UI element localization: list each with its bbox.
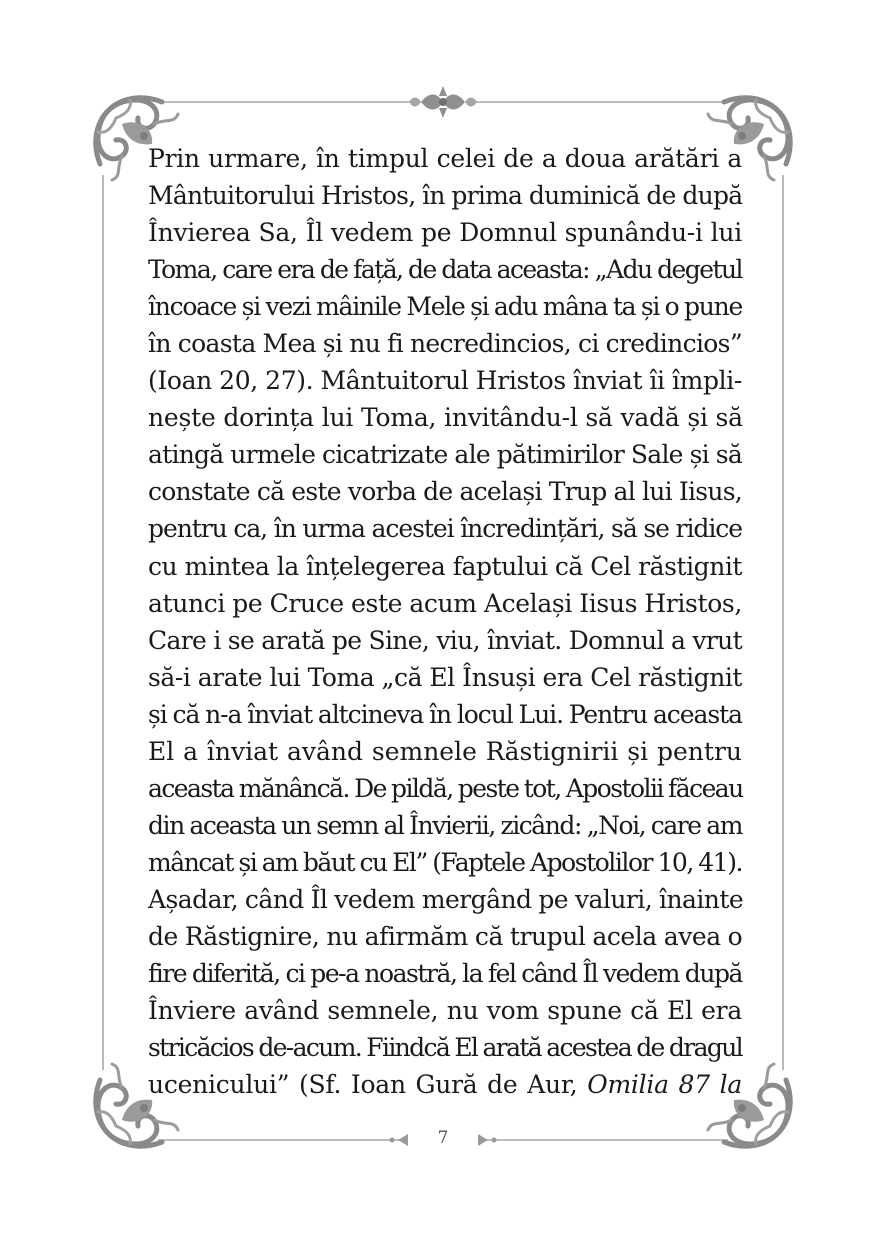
text-line: atunci pe Cruce este acum Același Iisus Hristos, <box>148 588 742 618</box>
page-number: 7 <box>437 1128 449 1148</box>
text-line: stricăcios de-acum. Fiindcă El arată acestea de dragul <box>148 1033 742 1063</box>
text-line: Așadar, când Îl vedem mergând pe valuri, înainte <box>148 884 744 914</box>
text-line: în coasta Mea și nu fi necredincios, ci credincios” <box>148 329 742 359</box>
text-line: constate că este vorba de același Trup al lui Iisus, <box>148 477 742 507</box>
text-line: pentru ca, în urma acestei încredințări, să se ridice <box>148 514 742 544</box>
text-line: Înviere având semnele, nu vom spune că El era <box>148 996 742 1026</box>
text-line: (Ioan 20, 27). Mântuitorul Hristos înviat îi împli- <box>148 366 742 396</box>
text-line: Învierea Sa, Îl vedem pe Domnul spunându-i lui <box>148 218 742 248</box>
text-line: Care i se arată pe Sine, viu, înviat. Domnul a vrut <box>148 625 742 655</box>
text-line: atingă urmele cicatrizate ale pătimirilor Sale și să <box>148 440 742 470</box>
text-line: fire diferită, ci pe-a noastră, la fel când Îl vedem după <box>148 959 742 989</box>
body-text <box>148 140 742 1103</box>
text-line: aceasta mănâncă. De pildă, peste tot, Apostolii făceau <box>148 773 743 803</box>
text-line: de Răstignire, nu afirmăm că trupul acela avea o <box>148 921 743 951</box>
text-line: încoace și vezi mâinile Mele și adu mâna ta și o pune <box>148 292 742 322</box>
text-line: El a înviat având semnele Răstignirii și pentru <box>148 736 742 766</box>
text-run-regular: ucenicului” (Sf. Ioan Gură de Aur, <box>148 1070 588 1100</box>
text-line: nește dorința lui Toma, invitându-l să vadă și să <box>148 403 743 433</box>
text-line: din aceasta un semn al Învierii, zicând: „Noi, care am <box>148 810 742 840</box>
text-line: Mântuitorului Hristos, în prima duminică de după <box>148 181 743 211</box>
text-line: cu mintea la înțelegerea faptului că Cel răstignit <box>148 551 742 581</box>
text-line: și că n-a înviat altcineva în locul Lui. Pentru aceasta <box>148 699 742 729</box>
text-line: Toma, care era de față, de data aceasta: „Adu degetul <box>148 255 742 285</box>
text-line: Prin urmare, în timpul celei de a doua arătări a <box>148 144 742 173</box>
text-run-italic: Omilia 87 la <box>587 1070 742 1100</box>
text-line: să-i arate lui Toma „că El Însuși era Cel răstignit <box>148 662 742 692</box>
text-line-last <box>148 1066 742 1103</box>
text-line: mâncat și am băut cu El” (Faptele Apostolilor 10, 41). <box>148 847 742 877</box>
